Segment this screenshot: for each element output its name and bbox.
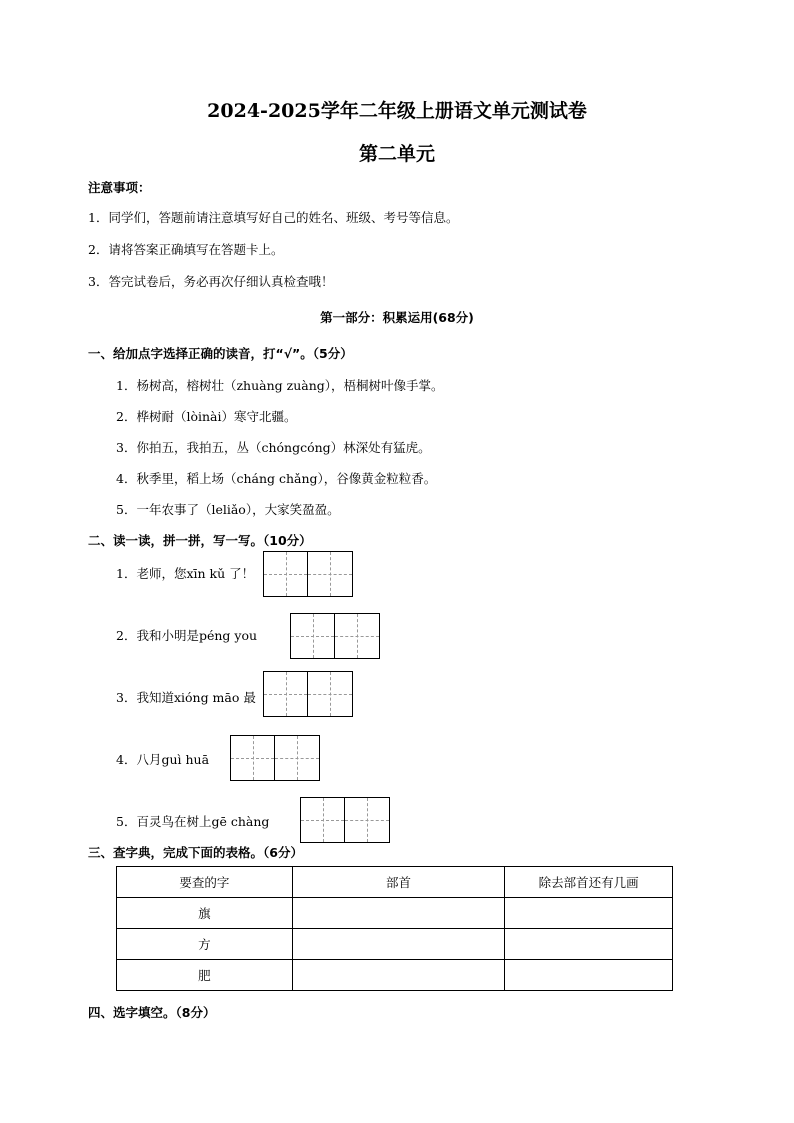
notice-item: 1．同学们，答题前请注意填写好自己的姓名、班级、考号等信息。 [88, 210, 459, 225]
answer-cell[interactable] [292, 960, 505, 991]
q2-item: 4．八月guì huā [116, 752, 210, 767]
dictionary-table [116, 866, 673, 991]
q2-item: 1．老师，您xīn kǔ 了！ [116, 566, 255, 581]
q2-item: 2．我和小明是péng you [116, 628, 258, 643]
page-subtitle: 第二单元 [358, 143, 435, 165]
notice-item: 2．请将答案正确填写在答题卡上。 [88, 242, 284, 257]
q1-item: 3．你拍五，我拍五，丛（chóngcóng）林深处有猛虎。 [116, 440, 431, 455]
page-title: 2024-2025学年二年级上册语文单元测试卷 [207, 100, 587, 122]
q1-heading: 一、给加点字选择正确的读音，打“√”。（5分） [88, 346, 353, 361]
column-header: 部首 [292, 867, 505, 898]
table-cell: 方 [117, 929, 293, 960]
part1-heading: 第一部分：积累运用(68分) [320, 310, 474, 325]
table-cell: 旗 [117, 898, 293, 929]
writing-grid[interactable] [300, 797, 390, 843]
answer-cell[interactable] [505, 960, 673, 991]
q1-item: 4．秋季里，稻上场（cháng chǎng），谷像黄金粒粒香。 [116, 471, 437, 486]
q4-heading: 四、选字填空。（8分） [88, 1005, 216, 1020]
answer-cell[interactable] [292, 898, 505, 929]
q1-item: 5．一年农事了（leliǎo），大家笑盈盈。 [116, 502, 340, 517]
q2-heading: 二、读一读，拼一拼，写一写。（10分） [88, 533, 312, 548]
q1-item: 2．桦树耐（lòinài）寒守北疆。 [116, 409, 297, 424]
writing-grid[interactable] [230, 735, 320, 781]
notice-item: 3．答完试卷后，务必再次仔细认真检查哦！ [88, 274, 334, 289]
notice-heading: 注意事项： [88, 180, 151, 195]
table-row [117, 960, 673, 991]
writing-grid[interactable] [290, 613, 380, 659]
column-header: 要查的字 [117, 867, 293, 898]
table-cell: 肥 [117, 960, 293, 991]
q2-item: 5．百灵鸟在树上gē chàng [116, 814, 270, 829]
table-row [117, 929, 673, 960]
table-header-row [117, 867, 673, 898]
answer-cell[interactable] [505, 898, 673, 929]
table-row [117, 898, 673, 929]
answer-cell[interactable] [292, 929, 505, 960]
writing-grid[interactable] [263, 551, 353, 597]
q1-item: 1．杨树高，榕树壮（zhuàng zuàng），梧桐树叶像手掌。 [116, 378, 444, 393]
answer-cell[interactable] [505, 929, 673, 960]
column-header: 除去部首还有几画 [505, 867, 673, 898]
q3-heading: 三、查字典，完成下面的表格。（6分） [88, 845, 303, 860]
writing-grid[interactable] [263, 671, 353, 717]
q2-item: 3．我知道xióng māo 最 [116, 690, 256, 705]
